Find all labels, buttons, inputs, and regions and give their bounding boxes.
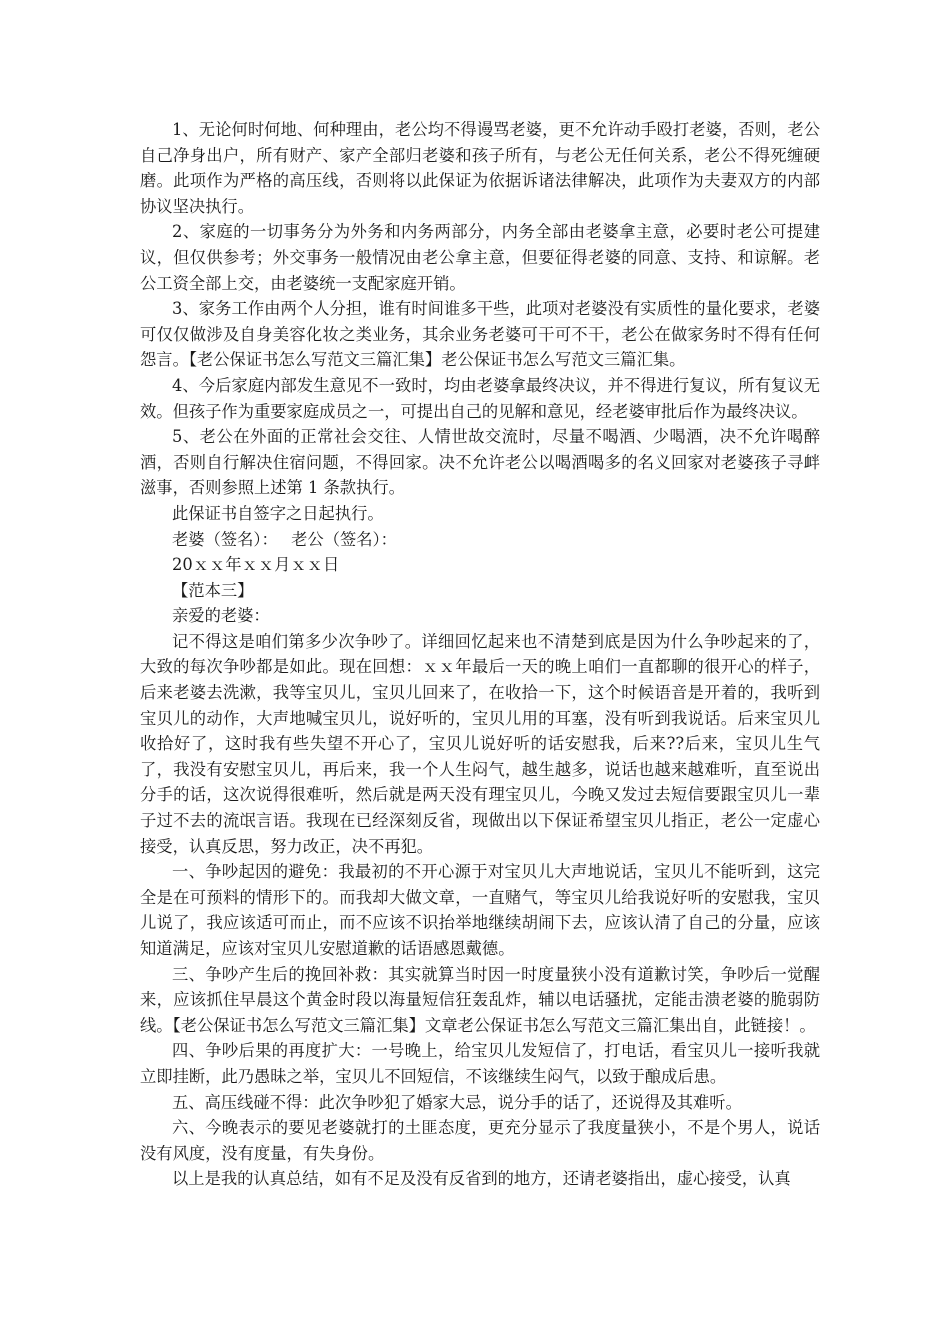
point-5-paragraph: 五、高压线碰不得：此次争吵犯了婚家大忌，说分手的话了，还说得及其难听。	[172, 1092, 742, 1112]
document-body	[140, 117, 820, 1192]
clause-3-paragraph: 3、家务工作由两个人分担，谁有时间谁多干些，此项对老婆没有实质性的量化要求，老婆可仅仅做涉及自身美容化妆之类业务，其余业务老婆可干可不干，老公在做家务时不得有任何怨言。【老公保证书怎么写范文三篇汇集】老公保证书怎么写范文三篇汇集。	[140, 299, 820, 370]
clause-5-paragraph: 5、老公在外面的正常社会交往、人情世故交流时，尽量不喝酒、少喝酒，决不允许喝醉酒，否则自行解决住宿问题，不得回家。决不允许老公以喝酒喝多的名义回家对老婆孩子寻衅滋事，否则参照上述第 1 条款执行。	[140, 427, 820, 498]
sample-heading: 【范本三】	[172, 580, 254, 600]
point-6-paragraph: 六、今晚表示的要见老婆就打的土匪态度，更充分显示了我度量狭小，不是个男人，说话没有风度，没有度量，有失身份。	[140, 1118, 820, 1163]
clause-2-paragraph: 2、家庭的一切事务分为外务和内务两部分，内务全部由老婆拿主意，必要时老公可提建议，但仅供参考；外交事务一般情况由老公拿主意，但要征得老婆的同意、支持、和谅解。老公工资全部上交，由老婆统一支配家庭开销。	[140, 222, 820, 293]
date-line: 20ｘｘ年ｘｘ月ｘｘ日	[172, 555, 340, 575]
signature-line: 老婆（签名）： 老公（签名）：	[172, 529, 397, 549]
salutation: 亲爱的老婆：	[172, 606, 270, 626]
letter-intro-paragraph: 记不得这是咱们第多少次争吵了。详细回忆起来也不清楚到底是因为什么争吵起来的了，大致的每次争吵都是如此。现在回想：ｘｘ年最后一天的晚上咱们一直都聊的很开心的样子，后来老婆去洗漱，我等宝贝儿，宝贝儿回来了，在收拾一下，这个时候语音是开着的，我听到宝贝儿的动作，大声地喊宝贝儿，说好听的，宝贝儿用的耳塞，没有听到我说话。后来宝贝儿收拾好了，这时我有些失望不开心了，宝贝儿说好听的话安慰我，后来??后来，宝贝儿生气了，我没有安慰宝贝儿，再后来，我一个人生闷气，越生越多，说话也越来越难听，直至说出分手的话，这次说得很难听，然后就是两天没有理宝贝儿，今晚又发过去短信要跟宝贝儿一辈子过不去的流氓言语。我现在已经深刻反省，现做出以下保证希望宝贝儿指正，老公一定虚心接受，认真反思，努力改正，决不再犯。	[140, 631, 820, 856]
closing-paragraph: 以上是我的认真总结，如有不足及没有反省到的地方，还请老婆指出，虚心接受，认真	[172, 1169, 791, 1189]
point-3-paragraph: 三、争吵产生后的挽回补救：其实就算当时因一时度量狭小没有道歉讨笑，争吵后一觉醒来，应该抓住早晨这个黄金时段以海量短信狂轰乱炸，辅以电话骚扰，定能击溃老婆的脆弱防线。【老公保证书怎么写范文三篇汇集】文章老公保证书怎么写范文三篇汇集出自，此链接！。	[140, 964, 820, 1035]
point-1-paragraph: 一、争吵起因的避免：我最初的不开心源于对宝贝儿大声地说话，宝贝儿不能听到，这完全是在可预料的情形下的。而我却大做文章，一直赌气，等宝贝儿给我说好听的安慰我，宝贝儿说了，我应该适可而止，而不应该不识抬举地继续胡闹下去，应该认清了自己的分量，应该知道满足，应该对宝贝儿安慰道歉的话语感恩戴德。	[140, 862, 820, 958]
point-4-paragraph: 四、争吵后果的再度扩大：一号晚上，给宝贝儿发短信了，打电话，看宝贝儿一接听我就立即挂断，此乃愚昧之举，宝贝儿不回短信，不该继续生闷气，以致于酿成后患。	[140, 1041, 820, 1086]
effective-date-statement: 此保证书自签字之日起执行。	[172, 503, 384, 523]
clause-4-paragraph: 4、今后家庭内部发生意见不一致时，均由老婆拿最终决议，并不得进行复议，所有复议无效。但孩子作为重要家庭成员之一，可提出自己的见解和意见，经老婆审批后作为最终决议。	[140, 375, 820, 421]
clause-1-paragraph: 1、无论何时何地、何种理由，老公均不得谩骂老婆，更不允许动手殴打老婆，否则，老公自己净身出户，所有财产、家产全部归老婆和孩子所有，与老公无任何关系，老公不得死缠硬磨。此项作为严格的高压线，否则将以此保证为依据诉诸法律解决，此项作为夫妻双方的内部协议坚决执行。	[140, 120, 820, 216]
